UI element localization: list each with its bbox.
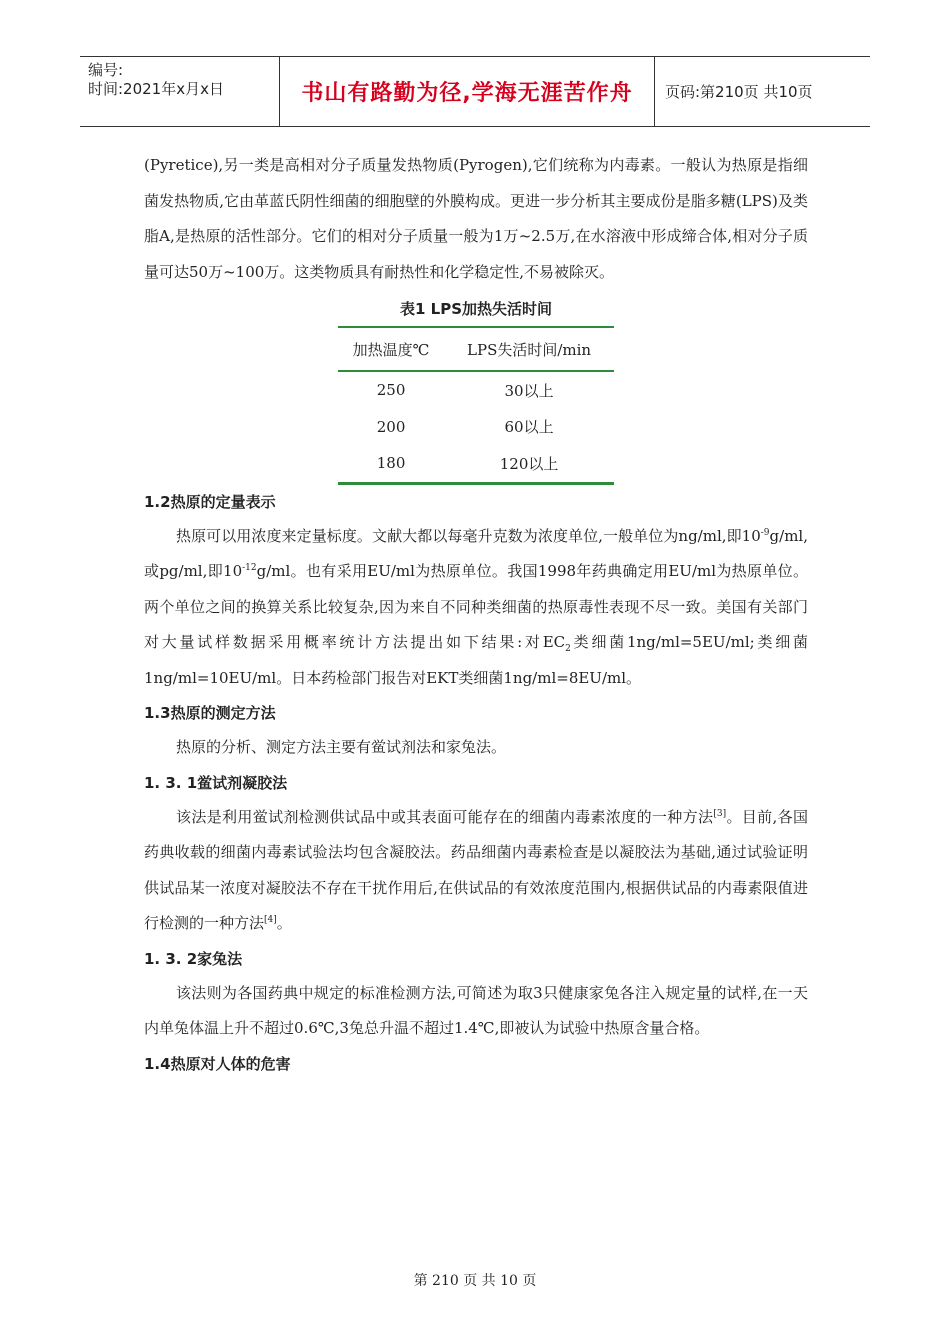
table-cell: 30以上 (504, 381, 554, 400)
text-run: 该法是利用鲎试剂检测供试品中或其表面可能存在的细菌内毒素浓度的一种方法 (176, 807, 714, 826)
table-row (338, 409, 614, 446)
text-run: 类细菌1ng/ml=5EU/ml;类细菌1ng/ml=10EU/ml。日本药检部门报告对EKT类细菌1ng/ml=8EU/ml。 (144, 633, 809, 687)
section-heading-1-2: 1.2热原的定量表示 (144, 492, 276, 511)
superscript: -9 (760, 527, 770, 538)
header-motto: 书山有路勤为径,学海无涯苦作舟 (280, 57, 655, 126)
text-run: g/ml,或pg/ml,即10 (144, 526, 808, 580)
number-label: 编号: (88, 61, 124, 79)
table-row (338, 445, 614, 483)
table-header-temp: 加热温度℃ (338, 327, 444, 371)
lps-table (338, 326, 614, 485)
paragraph-rabbit-method: 该法则为各国药典中规定的标准检测方法,可简述为取3只健康家兔各注入规定量的试样,在一天内单兔体温上升不超过0.6℃,3兔总升温不超过1.4℃,即被认为试验中热原含量合格。 (144, 983, 808, 1037)
paragraph-lal-method (144, 800, 808, 942)
time-label: 时间:2021年x月x日 (88, 80, 224, 98)
text-run: 热原可以用浓度来定量标度。文献大都以每毫升克数为浓度单位,一般单位为ng/ml,即10 (176, 526, 761, 545)
paragraph-methods: 热原的分析、测定方法主要有鲎试剂法和家兔法。 (176, 738, 507, 756)
section-heading-1-3: 1.3热原的测定方法 (144, 704, 276, 722)
table-header-row (338, 327, 614, 371)
document-body (144, 148, 808, 1081)
paragraph-intro: (Pyretice),另一类是高相对分子质量发热物质(Pyrogen),它们统称为内毒素。一般认为热原是指细菌发热物质,它由革蓝氏阴性细菌的细胞壁的外膜构成。更进一步分析其主要成份是脂多糖(LPS)及类脂A,是热原的活性部分。它们的相对分子质量一般为1万~2.5万,在水溶液中形成缔合体,相对分子质量可达50万~100万。这类物质具有耐热性和化学稳定性,不易被除灭。 (144, 156, 808, 281)
citation-ref: [4] (264, 915, 277, 925)
table-caption: 表1 LPS加热失活时间 (399, 300, 552, 318)
header-info (80, 57, 280, 126)
paragraph-quantitative (144, 519, 808, 697)
section-heading-1-4: 1.4热原对人体的危害 (144, 1054, 291, 1073)
table-cell: 60以上 (504, 418, 554, 437)
section-heading-1-3-1: 1. 3. 1鲎试剂凝胶法 (144, 773, 288, 792)
text-run: g/ml。也有采用EU/ml为热原单位。我国1998年药典确定用EU/ml为热原单位。两个单位之间的换算关系比较复杂,因为来自不同种类细菌的热原毒性表现不尽一致。美国有关部门对大量试样数据采用概率统计方法提出如下结果:对EC (144, 562, 808, 651)
table-cell: 200 (376, 417, 406, 436)
text-run: 。目前,各国药典收载的细菌内毒素试验法均包含凝胶法。药品细菌内毒素检查是以凝胶法为基础,通过试验证明供试品某一浓度对凝胶法不存在干扰作用后,在供试品的有效浓度范围内,根据供试品的内毒素限值进行检测的一种方法 (144, 807, 808, 932)
page-footer: 第 210 页 共 10 页 (413, 1273, 537, 1289)
page-header (80, 56, 870, 127)
table-row (338, 371, 614, 409)
citation-ref: [3] (713, 808, 727, 819)
text-run: 。 (276, 914, 292, 932)
table-cell: 120以上 (444, 445, 614, 483)
table-cell: 250 (376, 381, 406, 400)
superscript: -12 (242, 563, 257, 573)
section-heading-1-3-2: 1. 3. 2家兔法 (144, 949, 243, 968)
subscript: 2 (565, 644, 571, 654)
table-header-time: LPS失活时间/min (444, 327, 614, 371)
header-page-code: 页码:第210页 共10页 (665, 83, 813, 101)
table-cell: 180 (338, 445, 444, 483)
